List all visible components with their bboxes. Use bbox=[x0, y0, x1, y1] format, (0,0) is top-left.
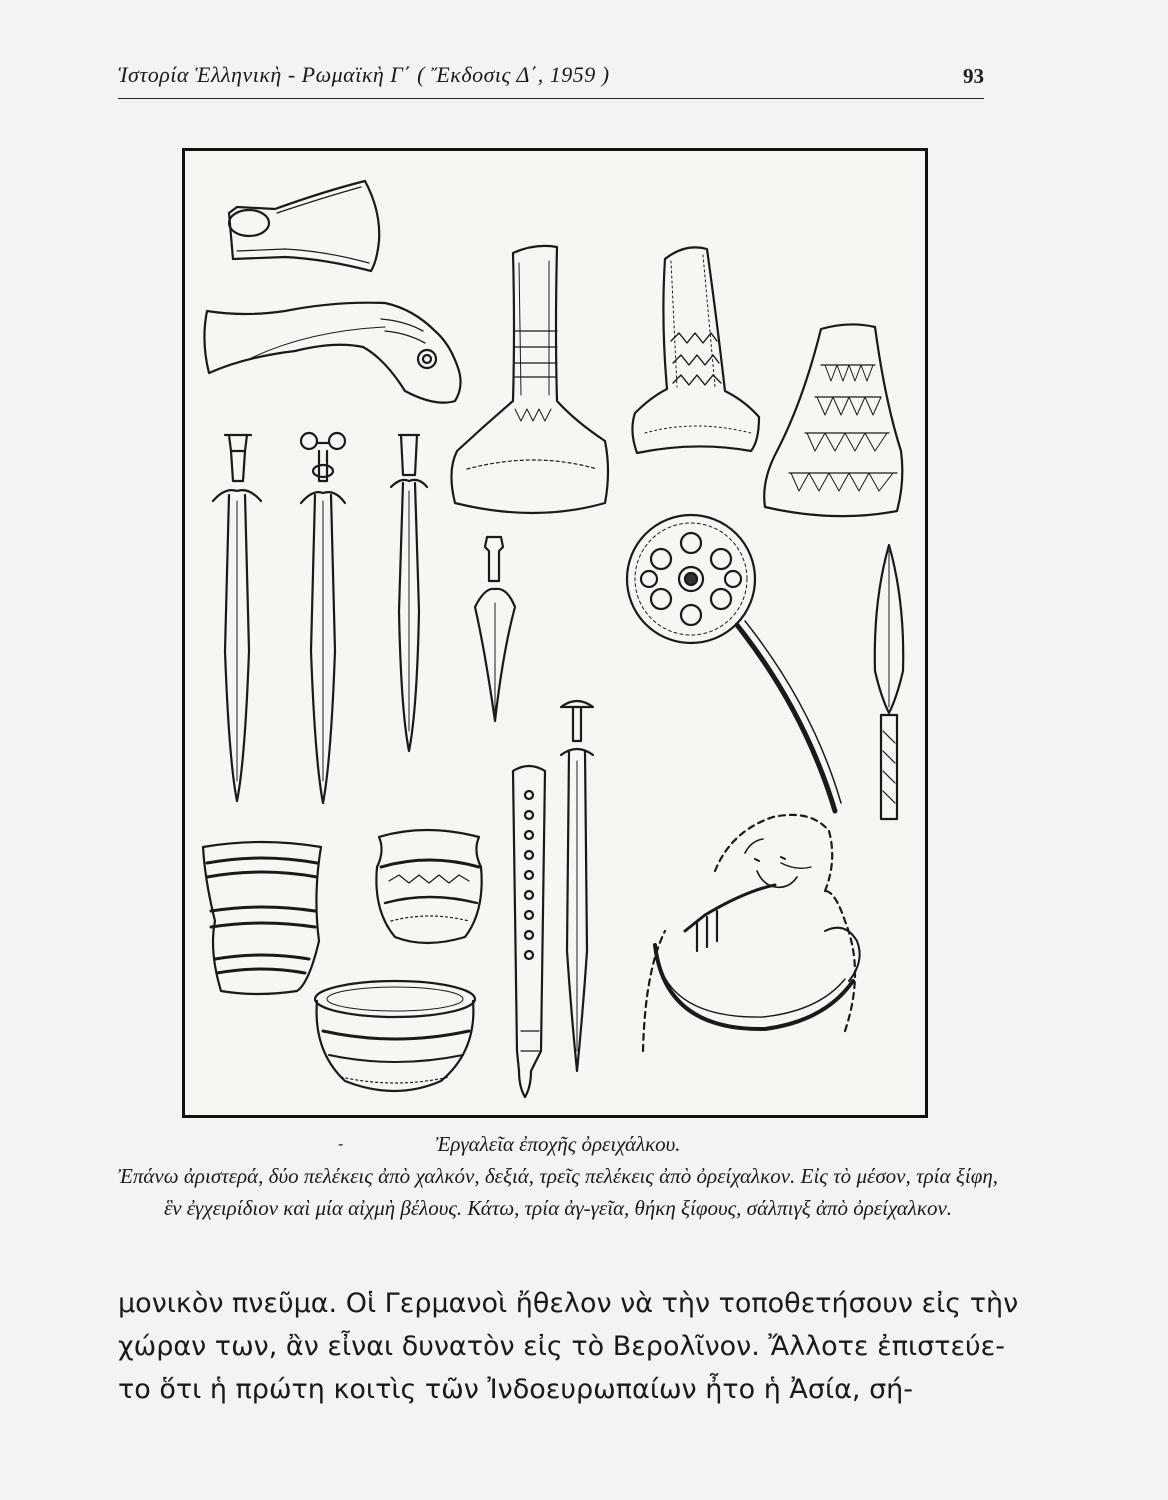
header-rule bbox=[118, 98, 984, 99]
caption-dash: - bbox=[338, 1134, 344, 1153]
orichalcum-axe-zigzag bbox=[632, 247, 759, 453]
orichalcum-axe-triangles bbox=[764, 324, 902, 516]
illustration-plate bbox=[182, 148, 928, 1118]
vessel-pot bbox=[376, 830, 481, 943]
sword-scabbard bbox=[513, 766, 545, 1097]
spear-arrowhead bbox=[875, 545, 903, 819]
page-header bbox=[118, 62, 984, 98]
vessel-bowl bbox=[315, 981, 475, 1091]
sword-3 bbox=[391, 435, 427, 751]
shield-disc bbox=[627, 515, 841, 811]
figure-caption bbox=[118, 1128, 998, 1224]
page-number: 93 bbox=[963, 64, 984, 88]
sword-1 bbox=[213, 435, 261, 801]
body-line-1: μονικὸν πνεῦμα. Οἱ Γερμανοὶ ἤθελον νὰ τὴν τοποθετήσουν εἰς τὴν bbox=[118, 1288, 1019, 1319]
body-paragraph bbox=[118, 1282, 1019, 1411]
bronze-age-tools-illustration bbox=[185, 151, 925, 1115]
bronze-axe-large bbox=[204, 303, 460, 403]
bronze-axe-small bbox=[229, 181, 379, 271]
body-line-2: χώραν των, ἂν εἶναι δυνατὸν εἰς τὸ Βερολῖνον. Ἄλλοτε ἐπιστεύε- bbox=[118, 1331, 1006, 1362]
short-sword bbox=[561, 701, 593, 1071]
vessel-beaker bbox=[203, 842, 321, 994]
trumpet-player bbox=[643, 815, 860, 1051]
body-line-3: το ὅτι ἡ πρώτη κοιτὶς τῶν Ἰνδοευρωπαίων ἦτο ἡ Ἀσία, σή- bbox=[118, 1374, 914, 1405]
caption-body: Ἐπάνω ἀριστερά, δύο πελέκεις ἀπὸ χαλκόν, δεξιά, τρεῖς πελέκεις ἀπὸ ὀρείχαλκον. Εἰς τὸ μέσον, τρία ξίφη, ἓν ἐγχειρίδιον καὶ μία αἰχμὴ βέλους. Κάτω, τρία ἀγ-γεῖα, θήκη ξίφους, σάλπιγξ ἀπὸ ὀρείχαλκον. bbox=[118, 1164, 998, 1220]
running-title: Ἱστορία Ἑλληνικὴ - Ρωμαϊκὴ Γ΄ ( Ἔκδοσις Δ΄, 1959 ) bbox=[118, 62, 610, 87]
sword-2 bbox=[301, 433, 345, 803]
caption-title: Ἐργαλεῖα ἐποχῆς ὀρειχάλκου. bbox=[435, 1132, 681, 1156]
orichalcum-axe-tall bbox=[451, 246, 608, 513]
dagger bbox=[475, 537, 515, 721]
